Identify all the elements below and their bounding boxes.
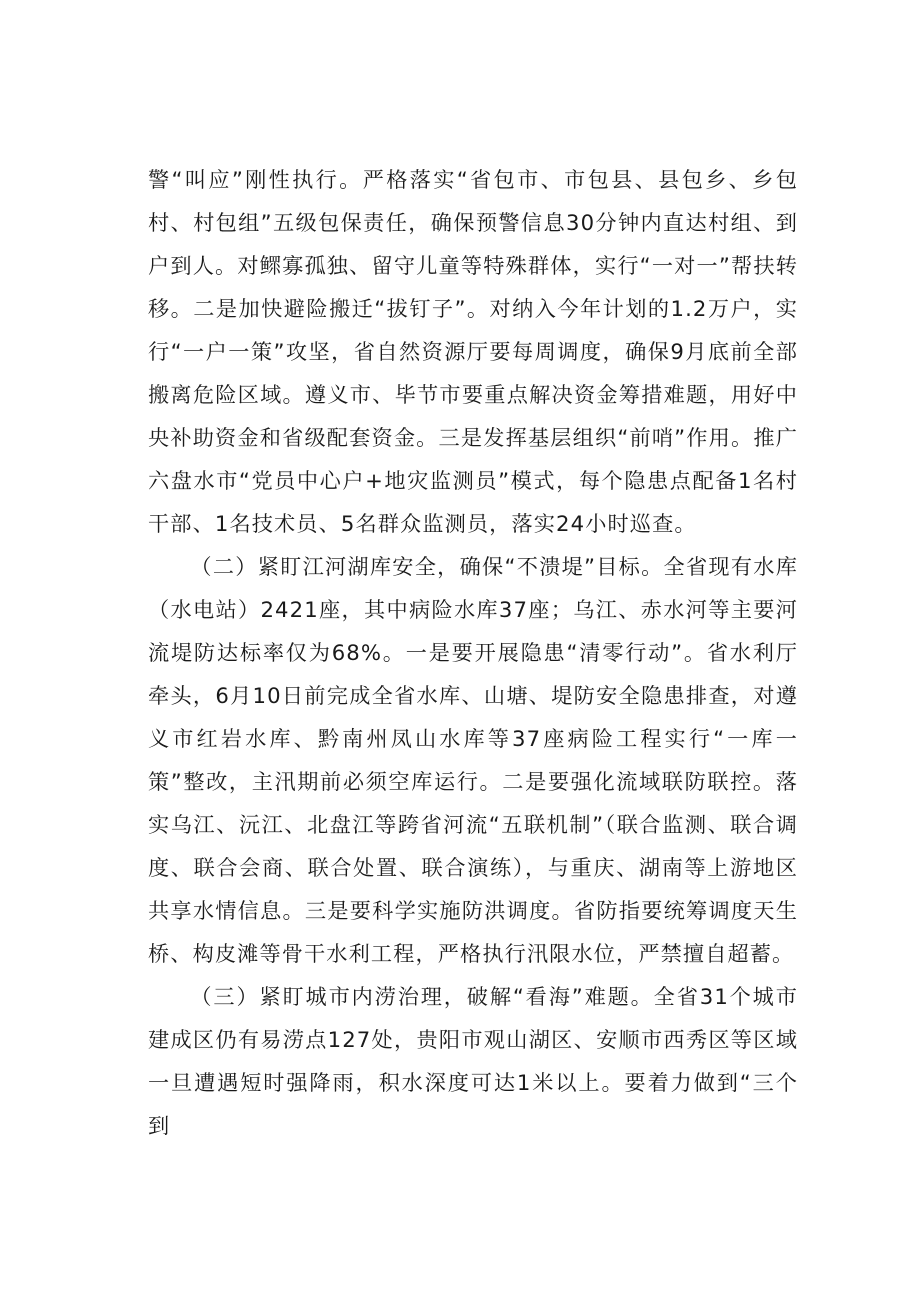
paragraph-continuation: 警“叫应”刚性执行。严格落实“省包市、市包县、县包乡、乡包村、村包组”五级包保责任，确保预警信息30分钟内直达村组、到户到人。对鳏寡孤独、留守儿童等特殊群体，实行“一对一”帮扶转移。二是加快避险搬迁“拔钉子”。对纳入今年计划的1.2万户，实行“一户一策”攻坚，省自然资源厅要每周调度，确保9月底前全部搬离危险区域。遵义市、毕节市要重点解决资金筹措难题，用好中央补助资金和省级配套资金。三是发挥基层组织“前哨”作用。推广六盘水市“党员中心户+地灾监测员”模式，每个隐患点配备1名村干部、1名技术员、5名群众监测员，落实24小时巡查。 bbox=[148, 167, 798, 536]
paragraph-section-3: （三）紧盯城市内涝治理，破解“看海”难题。全省31个城市建成区仍有易涝点127处，贵阳市观山湖区、安顺市西秀区等区域一旦遭遇短时强降雨，积水深度可达1米以上。要着力做到“三个到 bbox=[148, 984, 798, 1138]
paragraph-section-2: （二）紧盯江河湖库安全，确保“不溃堤”目标。全省现有水库（水电站）2421座，其中病险水库37座；乌江、赤水河等主要河流堤防达标率仅为68%。一是要开展隐患“清零行动”。省水利厅牵头，6月10日前完成全省水库、山塘、堤防安全隐患排查，对遵义市红岩水库、黔南州凤山水库等37座病险工程实行“一库一策”整改，主汛期前必须空库运行。二是要强化流域联防联控。落实乌江、沅江、北盘江等跨省河流“五联机制”（联合监测、联合调度、联合会商、联合处置、联合演练），与重庆、湖南等上游地区共享水情信息。三是要科学实施防洪调度。省防指要统筹调度天生桥、构皮滩等骨干水利工程，严格执行汛限水位，严禁擅自超蓄。 bbox=[148, 554, 798, 966]
document-body bbox=[148, 158, 798, 1147]
